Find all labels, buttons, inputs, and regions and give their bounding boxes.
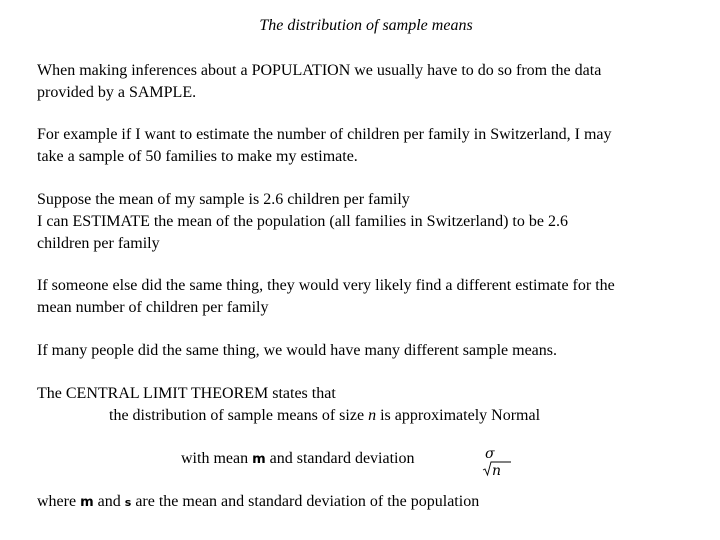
mu-symbol: m [252,452,266,467]
paragraph-example [37,124,697,168]
text-segment: are the mean and standard deviation of the population [131,493,480,510]
text-segment: the distribution of sample means of size [109,407,369,424]
text-line: The CENTRAL LIMIT THEOREM states that [37,385,336,402]
mu-symbol: m [80,495,94,510]
text-line [37,491,697,514]
text-line: For example if I want to estimate the number of children per family in Switzerland, I may [37,126,612,143]
text-line: Suppose the mean of my sample is 2.6 children per family [37,191,410,208]
text-segment: with mean [181,450,253,467]
paragraph-population-sample [37,60,697,104]
text-line: I can ESTIMATE the mean of the population (all families in Switzerland) to be 2.6 [37,213,568,230]
sigma-over-root-n-formula [483,445,513,479]
paragraph-central-limit-theorem [37,383,697,471]
text-line: If many people did the same thing, we would have many different sample means. [37,342,557,359]
text-line: take a sample of 50 families to make my estimate. [37,148,358,165]
text-line: When making inferences about a POPULATION we usually have to do so from the data [37,62,602,79]
paragraph-sample-mean [37,189,697,255]
sigma-symbol: s [124,496,132,509]
text-segment: and [93,493,125,510]
text-segment: where [37,493,81,510]
text-segment: and standard deviation [265,450,415,467]
text-line: mean number of children per family [37,299,269,316]
formula-numerator: σ [485,446,495,462]
paragraph-different-estimate [37,275,697,319]
formula-denominator: n [492,463,502,479]
text-line [37,405,697,427]
text-line: provided by a SAMPLE. [37,84,197,101]
paragraph-population-parameters [37,491,697,514]
text-line [37,448,697,471]
text-segment: is approximately Normal [376,407,541,424]
paragraph-many-samples [37,340,697,362]
sample-size-variable: n [368,407,377,424]
formula-graphic [483,445,513,479]
text-line: If someone else did the same thing, they would very likely find a different estimate for the [37,277,615,294]
page-title: The distribution of sample means [259,17,473,34]
text-line: children per family [37,235,160,252]
